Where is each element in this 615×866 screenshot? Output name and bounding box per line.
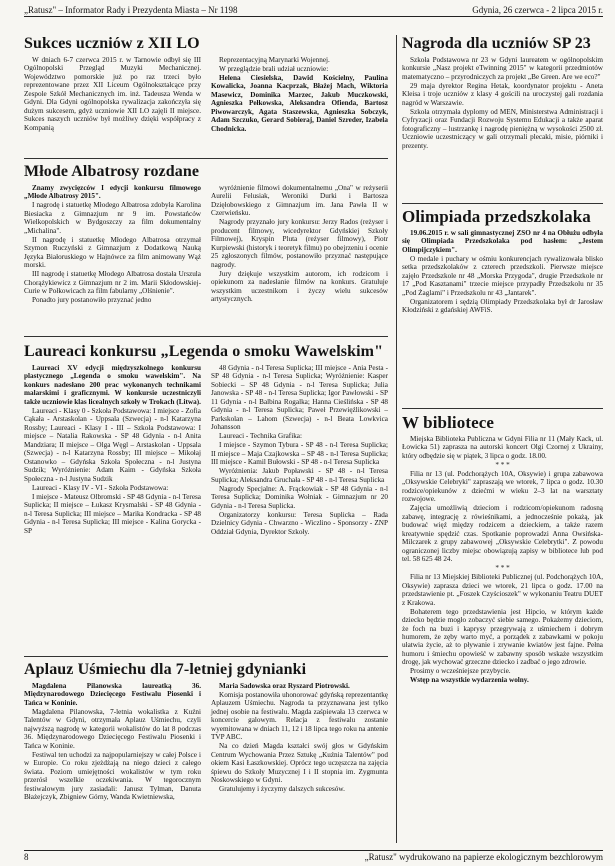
paragraph: Znamy zwycięzców I edycji konkursu filmowego „Młode Albatrosy 2015". xyxy=(24,183,201,201)
paragraph: I miejsce - Szymon Tybura - SP 48 - n-l Teresa Suplicka; II miejsce – Maja Czajkowska – SP 48 - n-l Teresa Suplicka; III miejsce - Kamil Bułowski - SP 48 - n-l Teresa Suplicka xyxy=(211,441,388,467)
paragraph: Laureaci - Technika Grafika: xyxy=(219,432,302,441)
paragraph: Organizatorem i sędzią Olimpiady Przedszkolaka był dr Jarosław Kłodziński z gdańskiej AWFiS. xyxy=(402,297,603,315)
article-title: Aplauz Uśmiechu dla 7-letniej gdynianki xyxy=(24,662,307,678)
paragraph: Magdalena Pilanowska, 7-letnia wokalistka z Kuźni Talentów w Gdyni, otrzymała Aplauz Uśmiechu, czyli najwyższą nagrodę w kategorii wokalistów do lat 8 podczas 36. Międzynarodowego Dziecięcego Festiwalu Piosenki i Tańca w Koninie. xyxy=(24,707,201,750)
paragraph: Laureaci XV edycji międzyszkolnego konkursu plastycznego „Legenda o smoku wawelskim". Na konkurs nadesłano 200 prac wykonanych technikami malarskimi i graficznymi. W konkursie uczestniczyli także uczniowie klas licealnych szkoły w Trokach (Litwa). xyxy=(24,363,201,406)
paragraph: wyróżnienie filmowi dokumentalnemu „Ona" w reżyserii Aurelii Felusiak, Weroniki Durki i Bartosza Dzięłobowskiego z Gimnazjum im. Jana Pawła II w Czerwieńsku. xyxy=(211,183,388,218)
paragraph: I miejsce - Mateusz Olbromski - SP 48 Gdynia - n-l Teresa Suplicka; II miejsce – Łukasz Krysmalski - SP 48 Gdynia - n-l Teresa Suplicka; III miejsce – Marika Kondracka - SP 48 Gdynia - n-l Teresa Suplicka; III miejsce - Kalina Gorycka - SP xyxy=(24,492,201,535)
paragraph: Filia nr 13 Miejskiej Biblioteki Publicznej (ul. Podchorążych 10A, Oksywie) zaprasza dzieci we wtorek, 21 lipca o godz. 17.00 na przedstawienie pt. „Foszek Czyścioszek" w wykonaniu Teatru DUET z Krakowa. xyxy=(402,573,603,607)
article-title: Nagroda dla uczniów SP 23 xyxy=(402,36,591,52)
paragraph: W przeglądzie brali udział uczniowie: xyxy=(219,64,329,73)
paragraph: III nagrodę i statuetkę Młodego Albatrosa dostała Urszula Chorążykiewicz z Gimnazjum nr 2 im. Marii Skłodowskiej-Curie w Połkowicach za film fabularny „Olśnienie". xyxy=(24,270,201,296)
paragraph: Zajęcia umożliwią dzieciom i rodzicom/opiekunom radosną zabawę, integrację z rówieśnikami, a jednocześnie pokażą, jak budować więź między rodzicem a dzieckiem, a także razem kreatywnie spędzić czas. Spotkanie poprowadzi Anna Owsińska-Milczarek z grupy zabawowej „Oksywskie Celebrytki". Z powodu ograniczonej liczby miejsc obowiązują zapisy w bibliotece lub pod tel. 58 625 48 24. xyxy=(402,504,603,564)
paragraph: Prosimy o wcześniejsze przybycie. xyxy=(410,667,511,676)
paragraph: Filia nr 13 (ul. Podchorążych 10A, Oksywie) i grupa zabawowa „Oksywskie Celebryki" zapraszają we wtorek, 7 lipca o godz. 10.30 rodzice/opiekunów z dziećmi w wieku 2–3 lat na warsztaty rozwojowe. xyxy=(402,469,603,504)
paragraph: Ponadto jury postanowiło przyznać jedno xyxy=(32,296,152,305)
article-title: Sukces uczniów z XII LO xyxy=(24,36,200,52)
paragraph: Laureaci - Klasy IV - VI - Szkoła Podstawowa: xyxy=(32,483,169,492)
article-nagroda-sp23 xyxy=(402,36,603,204)
paragraph: Festiwal ten uchodzi za najpopularniejszy w całej Polsce i w Europie. Co roku zjeżdżają na niego dzieci z całego świata. Poziom umiejętności wokalistów w tym roku przerósł wszelkie oczekiwania. W tegorocznym festiwalowym jury zasiadali: Janusz Tylman, Danuta Błażejczyk, Zbigniew Górny, Wanda Kwietniewska, xyxy=(24,750,201,802)
paragraph: Nagrody Specjalne: A. Frąckowiak - SP 48 Gdynia - n-l Teresa Suplicka; Dominika Wołniak - Gimnazjum nr 20 Gdynia - n-l Teresa Suplicka. xyxy=(211,484,388,510)
paragraph: Maria Sadowska oraz Ryszard Piotrowski. xyxy=(219,681,350,690)
paragraph: Komisja postanowiła uhonorować gdyńską reprezentantkę Aplauzem Uśmiechu. Nagroda ta przyznawana jest tylko jednej osobie na festiwalu. Magda zaśpiewała 13 czerwca w koncercie galowym. Relacja z festiwalu zostanie wyemitowana w dniach 11, 12 i 18 lipca tego roku na antenie TVP ABC. xyxy=(211,690,388,742)
paragraph: Organizatorzy konkursu: Teresa Suplicka – Rada Dzielnicy Gdynia - Chwarzno - Wiczlino - Sponsorzy - ZNP Oddział Gdynia, Dyrektor Szkoły. xyxy=(211,510,388,536)
paragraph: Magdalena Pilanowska laureatką 36. Międzynarodowego Dziecięcego Festiwalu Piosenki i Tańca w Koninie. xyxy=(24,681,201,707)
paragraph: I nagrodę i statuetkę Młodego Albatrosa zdobyła Karolina Biesiacka z Gimnazjum nr 9 im. Powstańców Wielkopolskich w Bydgoszczy za film dokumentalny „Michalina". xyxy=(24,201,201,235)
article-mlode-albatrosy xyxy=(24,164,388,337)
article-w-bibliotece xyxy=(402,414,603,844)
page-footer xyxy=(24,850,603,862)
article-legenda-o-smoku xyxy=(24,344,388,657)
paragraph: O medale i puchary w ośmiu konkurencjach rywalizowała blisko setka przedszkolaków z czterech przedszkoli. Pierwsze miejsce zajęło Przedszkole nr 48 „Morska Przygoda", drugie Przedszkole nr 17 „Pod Kasztanami" trzecie miejsce przypadły Przedszkolu nr 35 „Pod Żaglami" i Przedszkolu nr 43 „Jantarek". xyxy=(402,254,603,297)
paragraph: Gratulujemy i życzymy dalszych sukcesów. xyxy=(219,785,345,794)
article-olimpiada xyxy=(402,208,603,409)
paragraph: Wyróżnienia: Jakub Popławski - SP 48 - n-l Teresa Suplicka; Aleksandra Gruchała - SP 48 - n-l Teresa Suplicka xyxy=(211,467,388,484)
paragraph: Nagrody przyznało jury konkursu: Jerzy Rados (reżyser i producent filmowy, wicedyrektor Gdyńskiej Szkoły Filmowej), Kryspin Pluta (reżyser filmowy), Piotr Kurpiewski (historyk i teoretyk filmu) po obejrzeniu i ocenie 25 zgłoszonych filmów, postanowiło przyznać następujące nagrody. xyxy=(211,218,388,269)
paragraph: Miejska Biblioteka Publiczna w Gdyni Filia nr 11 (Mały Kack, ul. Łowicka 51) zaprasza na autorski koncert Olgi Czornej z Ukrainy, który odbędzie się w piątek, 3 lipca o godz. 18.00. xyxy=(402,434,603,460)
separator-stars: * * * xyxy=(495,564,510,573)
article-xii-lo xyxy=(24,36,388,159)
paragraph: Laureaci - Klasy 0 - Szkoła Podstawowa: I miejsce - Zofia Cąkała - Arstaskolan - Uppsala (Szwecja) - n-l Katarzyna Rossby; Laureaci - Klasy I - III – Szkoła Podstawowa: I miejsce – Natalia Rakowska - SP 48 Gdynia - n-l Anita Mandziara; II miejsce – Olga Węgl – Arstaskolan - Uppsala (Szwecja) - n-l Katarzyna Rossby; III miejsce – Mikołaj Ostanowko – Gdyńska Szkoła Społeczna - n-l Justyna Sudzik; Wyróżnienie: Adam Kaim - Gdyńska Szkoła Społeczna - n-l Justyna Sudzik xyxy=(24,406,201,483)
footer-note: „Ratusz" wydrukowano na papierze ekologicznym bezchlorowym xyxy=(364,852,603,862)
paragraph: 19.06.2015 r. w sali gimnastycznej ZSO nr 4 na Obłużu odbyła się Olimpiada Przedszkolaka pod hasłem: „Jestem Olimpijczykiem". xyxy=(402,228,603,254)
article-title: Laureaci konkursu „Legenda o smoku Wawelskim" xyxy=(24,344,384,360)
paragraph: 48 Gdynia - n-l Teresa Suplicka; III miejsce - Ania Pesta - SP 48 Gdynia - n-l Teresa Suplicka; Wyróżnienie: Kasper Sobiecki – SP 48 Gdynia - n-l Teresa Suplicka; Julia Janowska - SP 48 - n-l Teresa Suplicka; Igor Pawłowski - SP 11 Gdynia - n-l Balbina Rogalka; Hanna Cieślińska - SP 48 Gdynia - n-l Teresa Suplicka; Paweł Przewięźlikowski – Parkskolan – Lahom (Szwecja) - n-l Beata Lowkvica Johansson xyxy=(211,363,388,432)
header-publication: „Ratusz" – Informator Rady i Prezydenta Miasta – Nr 1198 xyxy=(24,5,238,15)
paragraph: Jury dziękuje wszystkim autorom, ich rodzicom i opiekunom za nadesłanie filmów na konkurs. Gratuluje wszystkim uczestnikom i życzy wielu sukcesów artystycznych. xyxy=(211,269,388,304)
paragraph: Bohaterem tego przedstawienia jest Hipcio, w którym każde dziecko będzie mogło zobaczyć siebie samego. Pokażemy dzieciom, że foch na buzi i kaprysy przegrywają z uśmiechem i dobrym humorem, że zęby warto myć, a porządek z zabawkami w pokoju ułatwia życie, aż to pływanie i zrywanie kwiatów jest fajne. Pełna humoru i śmiechu opowieść w zabawny sposób wskaże wszystkim drogę, jak wychować grzeczne dziecko i zadbać o jego zdrowie. xyxy=(402,607,603,667)
paragraph: Helena Ciesielska, Dawid Kościelny, Paulina Kowalicka, Joanna Kacprzak, Błażej Mach, Wiktoria Masewicz, Dominika Marzec, Jakub Muczkowski, Agnieszka Pełkowska, Aleksandra Ofienda, Bartosz Piwowarczyk, Agata Staszewska, Agnieszka Sobczyk, Adam Szczuko, Gerard Sobieraj, Daniel Szreder, Izabela Chodnicka. xyxy=(211,73,388,133)
page-header xyxy=(24,5,603,17)
page-number: 8 xyxy=(24,852,29,862)
article-title: Młode Albatrosy rozdane xyxy=(24,164,200,180)
column-divider xyxy=(396,35,397,843)
paragraph: Szkoła Podstawowa nr 23 w Gdyni laureatem w ogólnopolskim konkursie „Nasz projekt eTwinning 2015" w kategorii przedmiotów matematyczno – przyrodniczych za projekt „Be Green. Are we eco?" xyxy=(402,55,603,81)
header-date: Gdynia, 26 czerwca - 2 lipca 2015 r. xyxy=(472,5,603,15)
paragraph: Szkoła otrzymała dyplomy od MEN, Ministerstwa Administracji i Cyfryzacji oraz Fundacji Rozwoju Systemu Edukacji a także aparat fotograficzny – lustrzankę i nagrodę pieniężną w wysokości 2500 zł. Uczniowie uczestniczący w gali otrzymali plecaki, misie, piórniki i prezenty. xyxy=(402,107,603,150)
paragraph: W dniach 6-7 czerwca 2015 r. w Tarnowie odbył się III Ogólnopolski Przegląd Muzyki Mechanicznej. Województwo pomorskie już po raz trzeci było reprezentowane przez XII Liceum Ogólnokształcące przy Zespole Szkół Mechanicznych im. inż. Tadeusza Wenda w Gdyni. Dla Gdyni ogólnopolska rywalizacja zakończyła się dużym sukcesem, gdyż uczniowie XII LO zajęli II miejsce. Sukces naszych uczniów był możliwy dzięki współpracy z Kompanią xyxy=(24,55,201,132)
paragraph: Wstęp na wszystkie wydarzenia wolny. xyxy=(410,676,529,685)
paragraph: Na co dzień Magda kształci swój głos w Gdyńskim Centrum Wychowania Przez Sztukę „Kuźnia Talentów" pod okiem Kasi Łaszkowskiej. Oprócz tego uczęszcza na zajęcia śpiewu do Szkoły Muzycznej I i II stopnia im. Zygmunta Noskowskiego w Gdyni. xyxy=(211,742,388,785)
paragraph: II nagrodę i statuetkę Młodego Albatrosa otrzymał Szymon Ruczyński z Gimnazjum z Dodatkową Nauką Języka Białoruskiego w Hajnówce za film animowany Wąż morski. xyxy=(24,235,201,270)
article-title: Olimpiada przedszkolaka xyxy=(402,208,591,226)
article-title: W bibliotece xyxy=(402,414,495,432)
article-aplauz-usmiechu xyxy=(24,662,388,844)
paragraph: Reprezentacyjną Marynarki Wojennej. xyxy=(219,55,330,64)
paragraph: 29 maja dyrektor Regina Hetak, koordynator projektu - Aneta Kleisa i troje uczniów z klasy 4 gościli na uroczystej gali rozdania nagród w Warszawie. xyxy=(402,81,603,107)
separator-stars: * * * xyxy=(495,460,510,469)
